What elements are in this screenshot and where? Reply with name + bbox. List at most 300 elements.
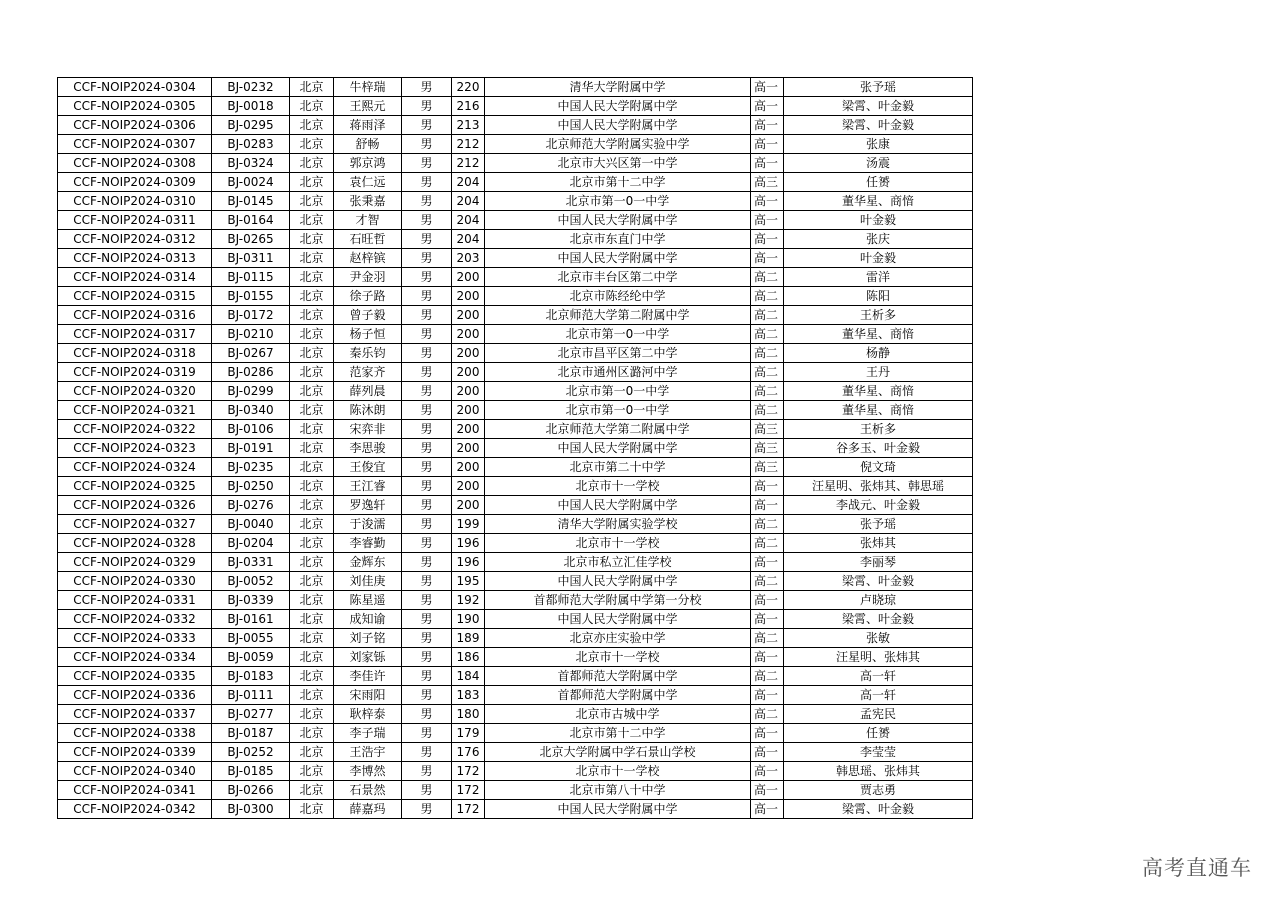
school-name-cell: 北京市东直门中学 [485, 230, 751, 249]
contestant-id-cell: CCF-NOIP2024-0317 [58, 325, 212, 344]
registration-id-cell: BJ-0267 [212, 344, 290, 363]
school-name-cell: 北京市第一0一中学 [485, 325, 751, 344]
gender-cell: 男 [402, 363, 452, 382]
contestant-id-cell: CCF-NOIP2024-0313 [58, 249, 212, 268]
table-row [58, 781, 973, 800]
table-row [58, 572, 973, 591]
coach-names-cell: 张康 [784, 135, 973, 154]
registration-id-cell: BJ-0111 [212, 686, 290, 705]
gender-cell: 男 [402, 648, 452, 667]
gender-cell: 男 [402, 78, 452, 97]
registration-id-cell: BJ-0331 [212, 553, 290, 572]
school-name-cell: 中国人民大学附属中学 [485, 572, 751, 591]
registration-id-cell: BJ-0300 [212, 800, 290, 819]
grade-cell: 高一 [751, 192, 784, 211]
school-name-cell: 北京亦庄实验中学 [485, 629, 751, 648]
school-name-cell: 中国人民大学附属中学 [485, 249, 751, 268]
contestant-id-cell: CCF-NOIP2024-0324 [58, 458, 212, 477]
registration-id-cell: BJ-0339 [212, 591, 290, 610]
grade-cell: 高二 [751, 382, 784, 401]
table-row [58, 116, 973, 135]
grade-cell: 高一 [751, 610, 784, 629]
registration-id-cell: BJ-0018 [212, 97, 290, 116]
school-name-cell: 中国人民大学附属中学 [485, 116, 751, 135]
contestant-id-cell: CCF-NOIP2024-0311 [58, 211, 212, 230]
grade-cell: 高一 [751, 724, 784, 743]
score-cell: 204 [452, 192, 485, 211]
table-row [58, 515, 973, 534]
school-name-cell: 北京师范大学第二附属中学 [485, 420, 751, 439]
score-cell: 196 [452, 534, 485, 553]
school-name-cell: 中国人民大学附属中学 [485, 97, 751, 116]
grade-cell: 高一 [751, 648, 784, 667]
coach-names-cell: 倪文琦 [784, 458, 973, 477]
score-cell: 176 [452, 743, 485, 762]
results-table [57, 77, 973, 819]
student-name-cell: 李子瑞 [334, 724, 402, 743]
contestant-id-cell: CCF-NOIP2024-0316 [58, 306, 212, 325]
contestant-id-cell: CCF-NOIP2024-0314 [58, 268, 212, 287]
gender-cell: 男 [402, 572, 452, 591]
student-name-cell: 刘佳庚 [334, 572, 402, 591]
table-row [58, 173, 973, 192]
gender-cell: 男 [402, 211, 452, 230]
contestant-id-cell: CCF-NOIP2024-0335 [58, 667, 212, 686]
school-name-cell: 北京市陈经纶中学 [485, 287, 751, 306]
coach-names-cell: 梁霄、叶金毅 [784, 116, 973, 135]
grade-cell: 高一 [751, 211, 784, 230]
gender-cell: 男 [402, 781, 452, 800]
contestant-id-cell: CCF-NOIP2024-0306 [58, 116, 212, 135]
score-cell: 216 [452, 97, 485, 116]
school-name-cell: 北京市昌平区第二中学 [485, 344, 751, 363]
school-name-cell: 北京市第一0一中学 [485, 192, 751, 211]
coach-names-cell: 梁霄、叶金毅 [784, 572, 973, 591]
contestant-id-cell: CCF-NOIP2024-0336 [58, 686, 212, 705]
student-name-cell: 宋弈非 [334, 420, 402, 439]
table-row [58, 553, 973, 572]
province-cell: 北京 [290, 591, 334, 610]
registration-id-cell: BJ-0145 [212, 192, 290, 211]
registration-id-cell: BJ-0276 [212, 496, 290, 515]
registration-id-cell: BJ-0055 [212, 629, 290, 648]
gender-cell: 男 [402, 287, 452, 306]
registration-id-cell: BJ-0059 [212, 648, 290, 667]
gender-cell: 男 [402, 192, 452, 211]
student-name-cell: 牛梓瑞 [334, 78, 402, 97]
score-cell: 220 [452, 78, 485, 97]
contestant-id-cell: CCF-NOIP2024-0334 [58, 648, 212, 667]
score-cell: 200 [452, 287, 485, 306]
student-name-cell: 李博然 [334, 762, 402, 781]
school-name-cell: 北京市私立汇佳学校 [485, 553, 751, 572]
gender-cell: 男 [402, 173, 452, 192]
table-row [58, 306, 973, 325]
registration-id-cell: BJ-0106 [212, 420, 290, 439]
registration-id-cell: BJ-0283 [212, 135, 290, 154]
student-name-cell: 李睿勤 [334, 534, 402, 553]
contestant-id-cell: CCF-NOIP2024-0332 [58, 610, 212, 629]
school-name-cell: 北京市第二十中学 [485, 458, 751, 477]
score-cell: 200 [452, 458, 485, 477]
coach-names-cell: 李战元、叶金毅 [784, 496, 973, 515]
gender-cell: 男 [402, 249, 452, 268]
contestant-id-cell: CCF-NOIP2024-0325 [58, 477, 212, 496]
score-cell: 200 [452, 401, 485, 420]
coach-names-cell: 王析多 [784, 306, 973, 325]
registration-id-cell: BJ-0232 [212, 78, 290, 97]
school-name-cell: 北京市十一学校 [485, 477, 751, 496]
coach-names-cell: 李丽琴 [784, 553, 973, 572]
gender-cell: 男 [402, 610, 452, 629]
coach-names-cell: 高一轩 [784, 667, 973, 686]
student-name-cell: 王俊宜 [334, 458, 402, 477]
province-cell: 北京 [290, 230, 334, 249]
school-name-cell: 北京市十一学校 [485, 648, 751, 667]
province-cell: 北京 [290, 724, 334, 743]
school-name-cell: 首都师范大学附属中学第一分校 [485, 591, 751, 610]
contestant-id-cell: CCF-NOIP2024-0322 [58, 420, 212, 439]
grade-cell: 高一 [751, 781, 784, 800]
registration-id-cell: BJ-0295 [212, 116, 290, 135]
school-name-cell: 中国人民大学附属中学 [485, 439, 751, 458]
coach-names-cell: 杨静 [784, 344, 973, 363]
school-name-cell: 北京师范大学第二附属中学 [485, 306, 751, 325]
student-name-cell: 李思骏 [334, 439, 402, 458]
province-cell: 北京 [290, 97, 334, 116]
registration-id-cell: BJ-0187 [212, 724, 290, 743]
school-name-cell: 北京市古城中学 [485, 705, 751, 724]
contestant-id-cell: CCF-NOIP2024-0312 [58, 230, 212, 249]
coach-names-cell: 孟宪民 [784, 705, 973, 724]
registration-id-cell: BJ-0164 [212, 211, 290, 230]
province-cell: 北京 [290, 534, 334, 553]
student-name-cell: 郭京鸿 [334, 154, 402, 173]
score-cell: 190 [452, 610, 485, 629]
province-cell: 北京 [290, 382, 334, 401]
table-row [58, 762, 973, 781]
student-name-cell: 舒畅 [334, 135, 402, 154]
gender-cell: 男 [402, 591, 452, 610]
province-cell: 北京 [290, 173, 334, 192]
province-cell: 北京 [290, 667, 334, 686]
score-cell: 200 [452, 268, 485, 287]
score-cell: 200 [452, 382, 485, 401]
grade-cell: 高一 [751, 686, 784, 705]
coach-names-cell: 张炜其 [784, 534, 973, 553]
school-name-cell: 中国人民大学附属中学 [485, 800, 751, 819]
table-row [58, 249, 973, 268]
table-row [58, 401, 973, 420]
province-cell: 北京 [290, 287, 334, 306]
province-cell: 北京 [290, 743, 334, 762]
grade-cell: 高一 [751, 230, 784, 249]
student-name-cell: 刘子铭 [334, 629, 402, 648]
contestant-id-cell: CCF-NOIP2024-0331 [58, 591, 212, 610]
school-name-cell: 北京市第十二中学 [485, 173, 751, 192]
coach-names-cell: 张庆 [784, 230, 973, 249]
student-name-cell: 秦乐钧 [334, 344, 402, 363]
gender-cell: 男 [402, 458, 452, 477]
coach-names-cell: 谷多玉、叶金毅 [784, 439, 973, 458]
province-cell: 北京 [290, 648, 334, 667]
registration-id-cell: BJ-0265 [212, 230, 290, 249]
gender-cell: 男 [402, 306, 452, 325]
registration-id-cell: BJ-0040 [212, 515, 290, 534]
score-cell: 200 [452, 496, 485, 515]
student-name-cell: 才智 [334, 211, 402, 230]
grade-cell: 高一 [751, 154, 784, 173]
coach-names-cell: 董华星、商愔 [784, 325, 973, 344]
student-name-cell: 徐子路 [334, 287, 402, 306]
grade-cell: 高一 [751, 135, 784, 154]
coach-names-cell: 贾志勇 [784, 781, 973, 800]
score-cell: 192 [452, 591, 485, 610]
score-cell: 200 [452, 439, 485, 458]
registration-id-cell: BJ-0324 [212, 154, 290, 173]
coach-names-cell: 任赟 [784, 724, 973, 743]
province-cell: 北京 [290, 154, 334, 173]
grade-cell: 高一 [751, 78, 784, 97]
registration-id-cell: BJ-0185 [212, 762, 290, 781]
table-row [58, 724, 973, 743]
score-cell: 212 [452, 154, 485, 173]
gender-cell: 男 [402, 382, 452, 401]
grade-cell: 高一 [751, 743, 784, 762]
province-cell: 北京 [290, 306, 334, 325]
grade-cell: 高三 [751, 420, 784, 439]
province-cell: 北京 [290, 686, 334, 705]
student-name-cell: 宋雨阳 [334, 686, 402, 705]
province-cell: 北京 [290, 363, 334, 382]
contestant-id-cell: CCF-NOIP2024-0327 [58, 515, 212, 534]
table-row [58, 420, 973, 439]
registration-id-cell: BJ-0161 [212, 610, 290, 629]
contestant-id-cell: CCF-NOIP2024-0328 [58, 534, 212, 553]
province-cell: 北京 [290, 458, 334, 477]
registration-id-cell: BJ-0340 [212, 401, 290, 420]
grade-cell: 高三 [751, 173, 784, 192]
table-row [58, 743, 973, 762]
grade-cell: 高一 [751, 477, 784, 496]
grade-cell: 高二 [751, 268, 784, 287]
coach-names-cell: 梁霄、叶金毅 [784, 800, 973, 819]
table-row [58, 192, 973, 211]
coach-names-cell: 韩思瑶、张炜其 [784, 762, 973, 781]
province-cell: 北京 [290, 211, 334, 230]
score-cell: 200 [452, 363, 485, 382]
grade-cell: 高一 [751, 800, 784, 819]
grade-cell: 高二 [751, 306, 784, 325]
table-row [58, 78, 973, 97]
contestant-id-cell: CCF-NOIP2024-0321 [58, 401, 212, 420]
coach-names-cell: 叶金毅 [784, 211, 973, 230]
student-name-cell: 范家齐 [334, 363, 402, 382]
coach-names-cell: 张予瑶 [784, 78, 973, 97]
table-row [58, 534, 973, 553]
table-row [58, 97, 973, 116]
student-name-cell: 成知谕 [334, 610, 402, 629]
registration-id-cell: BJ-0286 [212, 363, 290, 382]
province-cell: 北京 [290, 496, 334, 515]
table-row [58, 800, 973, 819]
province-cell: 北京 [290, 249, 334, 268]
province-cell: 北京 [290, 762, 334, 781]
grade-cell: 高一 [751, 496, 784, 515]
grade-cell: 高二 [751, 515, 784, 534]
province-cell: 北京 [290, 192, 334, 211]
grade-cell: 高一 [751, 553, 784, 572]
registration-id-cell: BJ-0115 [212, 268, 290, 287]
table-body [58, 78, 973, 819]
table-row [58, 287, 973, 306]
table-row [58, 667, 973, 686]
province-cell: 北京 [290, 477, 334, 496]
table-row [58, 363, 973, 382]
score-cell: 212 [452, 135, 485, 154]
contestant-id-cell: CCF-NOIP2024-0320 [58, 382, 212, 401]
gender-cell: 男 [402, 667, 452, 686]
student-name-cell: 罗逸轩 [334, 496, 402, 515]
gender-cell: 男 [402, 515, 452, 534]
gender-cell: 男 [402, 401, 452, 420]
gender-cell: 男 [402, 686, 452, 705]
score-cell: 184 [452, 667, 485, 686]
score-cell: 213 [452, 116, 485, 135]
student-name-cell: 杨子恒 [334, 325, 402, 344]
grade-cell: 高二 [751, 363, 784, 382]
contestant-id-cell: CCF-NOIP2024-0329 [58, 553, 212, 572]
coach-names-cell: 雷洋 [784, 268, 973, 287]
score-cell: 200 [452, 325, 485, 344]
province-cell: 北京 [290, 515, 334, 534]
coach-names-cell: 王析多 [784, 420, 973, 439]
contestant-id-cell: CCF-NOIP2024-0308 [58, 154, 212, 173]
coach-names-cell: 卢晓琼 [784, 591, 973, 610]
gender-cell: 男 [402, 420, 452, 439]
gender-cell: 男 [402, 762, 452, 781]
student-name-cell: 赵梓镔 [334, 249, 402, 268]
registration-id-cell: BJ-0024 [212, 173, 290, 192]
student-name-cell: 薛列晨 [334, 382, 402, 401]
registration-id-cell: BJ-0277 [212, 705, 290, 724]
gender-cell: 男 [402, 268, 452, 287]
contestant-id-cell: CCF-NOIP2024-0305 [58, 97, 212, 116]
student-name-cell: 耿梓泰 [334, 705, 402, 724]
coach-names-cell: 董华星、商愔 [784, 192, 973, 211]
table-row [58, 591, 973, 610]
province-cell: 北京 [290, 268, 334, 287]
score-cell: 200 [452, 420, 485, 439]
province-cell: 北京 [290, 401, 334, 420]
table-row [58, 230, 973, 249]
gender-cell: 男 [402, 439, 452, 458]
table-row [58, 268, 973, 287]
registration-id-cell: BJ-0299 [212, 382, 290, 401]
school-name-cell: 北京大学附属中学石景山学校 [485, 743, 751, 762]
province-cell: 北京 [290, 705, 334, 724]
gender-cell: 男 [402, 135, 452, 154]
table-row [58, 458, 973, 477]
contestant-id-cell: CCF-NOIP2024-0310 [58, 192, 212, 211]
gender-cell: 男 [402, 724, 452, 743]
grade-cell: 高二 [751, 629, 784, 648]
contestant-id-cell: CCF-NOIP2024-0318 [58, 344, 212, 363]
registration-id-cell: BJ-0204 [212, 534, 290, 553]
registration-id-cell: BJ-0311 [212, 249, 290, 268]
student-name-cell: 王江睿 [334, 477, 402, 496]
table-row [58, 648, 973, 667]
province-cell: 北京 [290, 572, 334, 591]
school-name-cell: 北京市十一学校 [485, 534, 751, 553]
score-cell: 186 [452, 648, 485, 667]
score-cell: 200 [452, 477, 485, 496]
coach-names-cell: 叶金毅 [784, 249, 973, 268]
table-row [58, 439, 973, 458]
registration-id-cell: BJ-0052 [212, 572, 290, 591]
grade-cell: 高二 [751, 667, 784, 686]
score-cell: 204 [452, 173, 485, 192]
registration-id-cell: BJ-0235 [212, 458, 290, 477]
student-name-cell: 刘家铄 [334, 648, 402, 667]
registration-id-cell: BJ-0172 [212, 306, 290, 325]
score-cell: 196 [452, 553, 485, 572]
coach-names-cell: 梁霄、叶金毅 [784, 610, 973, 629]
student-name-cell: 尹金羽 [334, 268, 402, 287]
gender-cell: 男 [402, 116, 452, 135]
school-name-cell: 中国人民大学附属中学 [485, 211, 751, 230]
school-name-cell: 清华大学附属中学 [485, 78, 751, 97]
score-cell: 172 [452, 781, 485, 800]
table-row [58, 705, 973, 724]
grade-cell: 高二 [751, 401, 784, 420]
province-cell: 北京 [290, 610, 334, 629]
student-name-cell: 王浩宇 [334, 743, 402, 762]
score-cell: 195 [452, 572, 485, 591]
coach-names-cell: 张敏 [784, 629, 973, 648]
student-name-cell: 陈星遥 [334, 591, 402, 610]
coach-names-cell: 董华星、商愔 [784, 382, 973, 401]
registration-id-cell: BJ-0155 [212, 287, 290, 306]
table-row [58, 135, 973, 154]
gender-cell: 男 [402, 230, 452, 249]
coach-names-cell: 汤震 [784, 154, 973, 173]
gender-cell: 男 [402, 534, 452, 553]
school-name-cell: 中国人民大学附属中学 [485, 496, 751, 515]
gender-cell: 男 [402, 477, 452, 496]
gender-cell: 男 [402, 97, 452, 116]
school-name-cell: 北京市丰台区第二中学 [485, 268, 751, 287]
watermark: 高考直通车 [1142, 856, 1252, 880]
student-name-cell: 薛嘉玛 [334, 800, 402, 819]
gender-cell: 男 [402, 154, 452, 173]
student-name-cell: 袁仁远 [334, 173, 402, 192]
coach-names-cell: 陈阳 [784, 287, 973, 306]
grade-cell: 高二 [751, 344, 784, 363]
table-row [58, 211, 973, 230]
student-name-cell: 于浚濡 [334, 515, 402, 534]
grade-cell: 高一 [751, 762, 784, 781]
registration-id-cell: BJ-0210 [212, 325, 290, 344]
grade-cell: 高三 [751, 458, 784, 477]
grade-cell: 高一 [751, 97, 784, 116]
school-name-cell: 北京市大兴区第一中学 [485, 154, 751, 173]
grade-cell: 高一 [751, 116, 784, 135]
coach-names-cell: 梁霄、叶金毅 [784, 97, 973, 116]
contestant-id-cell: CCF-NOIP2024-0315 [58, 287, 212, 306]
table-row [58, 629, 973, 648]
student-name-cell: 陈沐朗 [334, 401, 402, 420]
